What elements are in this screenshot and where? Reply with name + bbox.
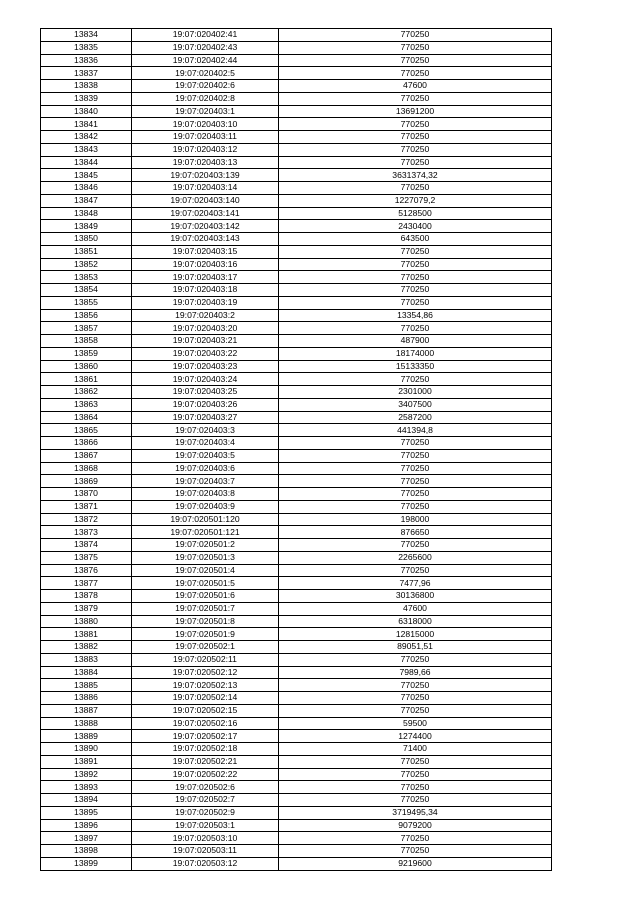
cadastral-number-cell: 19:07:020403:20 bbox=[132, 322, 279, 335]
row-number-cell: 13899 bbox=[41, 857, 132, 870]
cadastral-number-cell: 19:07:020403:141 bbox=[132, 207, 279, 220]
value-cell: 3407500 bbox=[279, 398, 552, 411]
value-cell: 2301000 bbox=[279, 386, 552, 399]
row-number-cell: 13877 bbox=[41, 577, 132, 590]
row-number-cell: 13843 bbox=[41, 143, 132, 156]
cadastral-value-table bbox=[40, 28, 552, 871]
cadastral-number-cell: 19:07:020502:18 bbox=[132, 743, 279, 756]
table-row bbox=[41, 832, 552, 845]
cadastral-number-cell: 19:07:020402:8 bbox=[132, 92, 279, 105]
value-cell: 770250 bbox=[279, 373, 552, 386]
cadastral-number-cell: 19:07:020403:10 bbox=[132, 118, 279, 131]
row-number-cell: 13857 bbox=[41, 322, 132, 335]
row-number-cell: 13870 bbox=[41, 488, 132, 501]
table-row bbox=[41, 437, 552, 450]
value-cell: 13691200 bbox=[279, 105, 552, 118]
table-row bbox=[41, 551, 552, 564]
value-cell: 71400 bbox=[279, 743, 552, 756]
table-row bbox=[41, 335, 552, 348]
cadastral-number-cell: 19:07:020402:41 bbox=[132, 29, 279, 42]
cadastral-number-cell: 19:07:020502:11 bbox=[132, 653, 279, 666]
value-cell: 9219600 bbox=[279, 857, 552, 870]
table-row bbox=[41, 118, 552, 131]
value-cell: 770250 bbox=[279, 284, 552, 297]
value-cell: 770250 bbox=[279, 653, 552, 666]
value-cell: 1274400 bbox=[279, 730, 552, 743]
table-row bbox=[41, 105, 552, 118]
cadastral-number-cell: 19:07:020502:6 bbox=[132, 781, 279, 794]
value-cell: 770250 bbox=[279, 768, 552, 781]
table-row bbox=[41, 539, 552, 552]
table-row bbox=[41, 398, 552, 411]
row-number-cell: 13889 bbox=[41, 730, 132, 743]
row-number-cell: 13885 bbox=[41, 679, 132, 692]
cadastral-number-cell: 19:07:020402:44 bbox=[132, 54, 279, 67]
value-cell: 2430400 bbox=[279, 220, 552, 233]
row-number-cell: 13846 bbox=[41, 182, 132, 195]
row-number-cell: 13884 bbox=[41, 666, 132, 679]
value-cell: 770250 bbox=[279, 845, 552, 858]
document-page bbox=[40, 28, 552, 871]
cadastral-number-cell: 19:07:020403:1 bbox=[132, 105, 279, 118]
row-number-cell: 13888 bbox=[41, 717, 132, 730]
table-row bbox=[41, 271, 552, 284]
row-number-cell: 13894 bbox=[41, 794, 132, 807]
row-number-cell: 13875 bbox=[41, 551, 132, 564]
table-row bbox=[41, 143, 552, 156]
cadastral-number-cell: 19:07:020403:11 bbox=[132, 131, 279, 144]
table-row bbox=[41, 602, 552, 615]
value-cell: 770250 bbox=[279, 41, 552, 54]
value-cell: 198000 bbox=[279, 513, 552, 526]
table-row bbox=[41, 309, 552, 322]
value-cell: 18174000 bbox=[279, 347, 552, 360]
row-number-cell: 13872 bbox=[41, 513, 132, 526]
value-cell: 643500 bbox=[279, 233, 552, 246]
table-row bbox=[41, 845, 552, 858]
table-row bbox=[41, 513, 552, 526]
cadastral-number-cell: 19:07:020403:4 bbox=[132, 437, 279, 450]
row-number-cell: 13890 bbox=[41, 743, 132, 756]
table-row bbox=[41, 245, 552, 258]
table-row bbox=[41, 169, 552, 182]
table-row bbox=[41, 628, 552, 641]
cadastral-number-cell: 19:07:020503:11 bbox=[132, 845, 279, 858]
table-row bbox=[41, 258, 552, 271]
row-number-cell: 13853 bbox=[41, 271, 132, 284]
cadastral-number-cell: 19:07:020403:27 bbox=[132, 411, 279, 424]
value-cell: 7477,96 bbox=[279, 577, 552, 590]
table-row bbox=[41, 360, 552, 373]
value-cell: 770250 bbox=[279, 832, 552, 845]
cadastral-number-cell: 19:07:020403:18 bbox=[132, 284, 279, 297]
table-row bbox=[41, 284, 552, 297]
cadastral-number-cell: 19:07:020403:22 bbox=[132, 347, 279, 360]
value-cell: 770250 bbox=[279, 67, 552, 80]
cadastral-number-cell: 19:07:020403:142 bbox=[132, 220, 279, 233]
row-number-cell: 13892 bbox=[41, 768, 132, 781]
row-number-cell: 13898 bbox=[41, 845, 132, 858]
cadastral-number-cell: 19:07:020501:3 bbox=[132, 551, 279, 564]
value-cell: 770250 bbox=[279, 258, 552, 271]
row-number-cell: 13862 bbox=[41, 386, 132, 399]
cadastral-number-cell: 19:07:020402:5 bbox=[132, 67, 279, 80]
value-cell: 2587200 bbox=[279, 411, 552, 424]
value-cell: 6318000 bbox=[279, 615, 552, 628]
cadastral-number-cell: 19:07:020502:9 bbox=[132, 806, 279, 819]
cadastral-number-cell: 19:07:020502:12 bbox=[132, 666, 279, 679]
table-row bbox=[41, 768, 552, 781]
cadastral-number-cell: 19:07:020402:43 bbox=[132, 41, 279, 54]
value-cell: 770250 bbox=[279, 143, 552, 156]
cadastral-number-cell: 19:07:020501:2 bbox=[132, 539, 279, 552]
value-cell: 770250 bbox=[279, 781, 552, 794]
row-number-cell: 13868 bbox=[41, 462, 132, 475]
table-row bbox=[41, 679, 552, 692]
cadastral-number-cell: 19:07:020403:21 bbox=[132, 335, 279, 348]
cadastral-number-cell: 19:07:020503:12 bbox=[132, 857, 279, 870]
cadastral-number-cell: 19:07:020403:5 bbox=[132, 449, 279, 462]
cadastral-number-cell: 19:07:020403:143 bbox=[132, 233, 279, 246]
row-number-cell: 13878 bbox=[41, 590, 132, 603]
cadastral-number-cell: 19:07:020403:140 bbox=[132, 194, 279, 207]
table-row bbox=[41, 449, 552, 462]
row-number-cell: 13856 bbox=[41, 309, 132, 322]
table-row bbox=[41, 590, 552, 603]
value-cell: 770250 bbox=[279, 475, 552, 488]
row-number-cell: 13873 bbox=[41, 526, 132, 539]
row-number-cell: 13848 bbox=[41, 207, 132, 220]
value-cell: 770250 bbox=[279, 755, 552, 768]
value-cell: 770250 bbox=[279, 500, 552, 513]
cadastral-number-cell: 19:07:020501:6 bbox=[132, 590, 279, 603]
value-cell: 30136800 bbox=[279, 590, 552, 603]
table-row bbox=[41, 794, 552, 807]
cadastral-number-cell: 19:07:020403:9 bbox=[132, 500, 279, 513]
row-number-cell: 13855 bbox=[41, 296, 132, 309]
cadastral-number-cell: 19:07:020502:22 bbox=[132, 768, 279, 781]
cadastral-number-cell: 19:07:020503:1 bbox=[132, 819, 279, 832]
value-cell: 770250 bbox=[279, 462, 552, 475]
table-row bbox=[41, 692, 552, 705]
cadastral-number-cell: 19:07:020502:17 bbox=[132, 730, 279, 743]
table-row bbox=[41, 233, 552, 246]
table-row bbox=[41, 29, 552, 42]
row-number-cell: 13863 bbox=[41, 398, 132, 411]
value-cell: 770250 bbox=[279, 54, 552, 67]
value-cell: 770250 bbox=[279, 564, 552, 577]
row-number-cell: 13837 bbox=[41, 67, 132, 80]
cadastral-number-cell: 19:07:020501:4 bbox=[132, 564, 279, 577]
value-cell: 13354,86 bbox=[279, 309, 552, 322]
table-row bbox=[41, 41, 552, 54]
table-row bbox=[41, 743, 552, 756]
table-row bbox=[41, 475, 552, 488]
row-number-cell: 13860 bbox=[41, 360, 132, 373]
value-cell: 47600 bbox=[279, 602, 552, 615]
value-cell: 770250 bbox=[279, 271, 552, 284]
cadastral-number-cell: 19:07:020501:7 bbox=[132, 602, 279, 615]
value-cell: 770250 bbox=[279, 794, 552, 807]
cadastral-number-cell: 19:07:020502:14 bbox=[132, 692, 279, 705]
cadastral-number-cell: 19:07:020403:19 bbox=[132, 296, 279, 309]
row-number-cell: 13861 bbox=[41, 373, 132, 386]
row-number-cell: 13867 bbox=[41, 449, 132, 462]
value-cell: 770250 bbox=[279, 29, 552, 42]
row-number-cell: 13840 bbox=[41, 105, 132, 118]
cadastral-number-cell: 19:07:020502:13 bbox=[132, 679, 279, 692]
table-row bbox=[41, 80, 552, 93]
table-row bbox=[41, 462, 552, 475]
value-cell: 770250 bbox=[279, 118, 552, 131]
value-cell: 3719495,34 bbox=[279, 806, 552, 819]
row-number-cell: 13850 bbox=[41, 233, 132, 246]
table-row bbox=[41, 526, 552, 539]
row-number-cell: 13841 bbox=[41, 118, 132, 131]
cadastral-number-cell: 19:07:020501:9 bbox=[132, 628, 279, 641]
value-cell: 770250 bbox=[279, 92, 552, 105]
cadastral-number-cell: 19:07:020403:15 bbox=[132, 245, 279, 258]
row-number-cell: 13897 bbox=[41, 832, 132, 845]
cadastral-number-cell: 19:07:020403:6 bbox=[132, 462, 279, 475]
table-row bbox=[41, 347, 552, 360]
table-row bbox=[41, 641, 552, 654]
cadastral-number-cell: 19:07:020502:21 bbox=[132, 755, 279, 768]
row-number-cell: 13881 bbox=[41, 628, 132, 641]
value-cell: 770250 bbox=[279, 679, 552, 692]
cadastral-number-cell: 19:07:020502:15 bbox=[132, 704, 279, 717]
value-cell: 47600 bbox=[279, 80, 552, 93]
value-cell: 770250 bbox=[279, 131, 552, 144]
value-cell: 441394,8 bbox=[279, 424, 552, 437]
cadastral-number-cell: 19:07:020403:8 bbox=[132, 488, 279, 501]
row-number-cell: 13874 bbox=[41, 539, 132, 552]
value-cell: 876650 bbox=[279, 526, 552, 539]
cadastral-number-cell: 19:07:020403:14 bbox=[132, 182, 279, 195]
cadastral-number-cell: 19:07:020501:121 bbox=[132, 526, 279, 539]
cadastral-number-cell: 19:07:020403:139 bbox=[132, 169, 279, 182]
value-cell: 770250 bbox=[279, 322, 552, 335]
cadastral-number-cell: 19:07:020403:12 bbox=[132, 143, 279, 156]
table-row bbox=[41, 67, 552, 80]
table-row bbox=[41, 220, 552, 233]
row-number-cell: 13871 bbox=[41, 500, 132, 513]
table-row bbox=[41, 717, 552, 730]
value-cell: 770250 bbox=[279, 245, 552, 258]
value-cell: 5128500 bbox=[279, 207, 552, 220]
table-row bbox=[41, 182, 552, 195]
value-cell: 770250 bbox=[279, 692, 552, 705]
table-row bbox=[41, 296, 552, 309]
cadastral-number-cell: 19:07:020403:16 bbox=[132, 258, 279, 271]
row-number-cell: 13876 bbox=[41, 564, 132, 577]
row-number-cell: 13886 bbox=[41, 692, 132, 705]
value-cell: 770250 bbox=[279, 449, 552, 462]
table-row bbox=[41, 755, 552, 768]
table-row bbox=[41, 207, 552, 220]
cadastral-number-cell: 19:07:020502:7 bbox=[132, 794, 279, 807]
table-row bbox=[41, 704, 552, 717]
cadastral-number-cell: 19:07:020403:17 bbox=[132, 271, 279, 284]
value-cell: 1227079,2 bbox=[279, 194, 552, 207]
value-cell: 7989,66 bbox=[279, 666, 552, 679]
table-row bbox=[41, 156, 552, 169]
row-number-cell: 13879 bbox=[41, 602, 132, 615]
table-row bbox=[41, 730, 552, 743]
row-number-cell: 13849 bbox=[41, 220, 132, 233]
value-cell: 12815000 bbox=[279, 628, 552, 641]
row-number-cell: 13891 bbox=[41, 755, 132, 768]
cadastral-number-cell: 19:07:020502:16 bbox=[132, 717, 279, 730]
row-number-cell: 13836 bbox=[41, 54, 132, 67]
cadastral-number-cell: 19:07:020403:7 bbox=[132, 475, 279, 488]
value-cell: 770250 bbox=[279, 437, 552, 450]
table-row bbox=[41, 386, 552, 399]
row-number-cell: 13865 bbox=[41, 424, 132, 437]
cadastral-number-cell: 19:07:020501:8 bbox=[132, 615, 279, 628]
row-number-cell: 13834 bbox=[41, 29, 132, 42]
cadastral-number-cell: 19:07:020403:13 bbox=[132, 156, 279, 169]
row-number-cell: 13887 bbox=[41, 704, 132, 717]
table-row bbox=[41, 666, 552, 679]
cadastral-number-cell: 19:07:020503:10 bbox=[132, 832, 279, 845]
table-row bbox=[41, 781, 552, 794]
row-number-cell: 13839 bbox=[41, 92, 132, 105]
row-number-cell: 13893 bbox=[41, 781, 132, 794]
table-row bbox=[41, 564, 552, 577]
row-number-cell: 13847 bbox=[41, 194, 132, 207]
table-row bbox=[41, 500, 552, 513]
table-body bbox=[41, 29, 552, 871]
value-cell: 89051,51 bbox=[279, 641, 552, 654]
cadastral-number-cell: 19:07:020403:26 bbox=[132, 398, 279, 411]
table-row bbox=[41, 857, 552, 870]
cadastral-number-cell: 19:07:020402:6 bbox=[132, 80, 279, 93]
table-row bbox=[41, 373, 552, 386]
row-number-cell: 13844 bbox=[41, 156, 132, 169]
row-number-cell: 13883 bbox=[41, 653, 132, 666]
value-cell: 9079200 bbox=[279, 819, 552, 832]
row-number-cell: 13851 bbox=[41, 245, 132, 258]
table-row bbox=[41, 577, 552, 590]
cadastral-number-cell: 19:07:020502:1 bbox=[132, 641, 279, 654]
value-cell: 3631374,32 bbox=[279, 169, 552, 182]
table-row bbox=[41, 411, 552, 424]
value-cell: 770250 bbox=[279, 488, 552, 501]
table-row bbox=[41, 653, 552, 666]
cadastral-number-cell: 19:07:020403:23 bbox=[132, 360, 279, 373]
value-cell: 487900 bbox=[279, 335, 552, 348]
value-cell: 2265600 bbox=[279, 551, 552, 564]
cadastral-number-cell: 19:07:020403:24 bbox=[132, 373, 279, 386]
row-number-cell: 13864 bbox=[41, 411, 132, 424]
table-row bbox=[41, 54, 552, 67]
value-cell: 770250 bbox=[279, 156, 552, 169]
row-number-cell: 13852 bbox=[41, 258, 132, 271]
cadastral-number-cell: 19:07:020501:120 bbox=[132, 513, 279, 526]
table-row bbox=[41, 615, 552, 628]
table-row bbox=[41, 819, 552, 832]
value-cell: 770250 bbox=[279, 296, 552, 309]
table-row bbox=[41, 488, 552, 501]
row-number-cell: 13842 bbox=[41, 131, 132, 144]
row-number-cell: 13858 bbox=[41, 335, 132, 348]
table-row bbox=[41, 92, 552, 105]
row-number-cell: 13859 bbox=[41, 347, 132, 360]
row-number-cell: 13854 bbox=[41, 284, 132, 297]
table-row bbox=[41, 424, 552, 437]
table-row bbox=[41, 322, 552, 335]
row-number-cell: 13895 bbox=[41, 806, 132, 819]
row-number-cell: 13896 bbox=[41, 819, 132, 832]
table-row bbox=[41, 131, 552, 144]
row-number-cell: 13838 bbox=[41, 80, 132, 93]
cadastral-number-cell: 19:07:020403:2 bbox=[132, 309, 279, 322]
table-row bbox=[41, 194, 552, 207]
value-cell: 770250 bbox=[279, 704, 552, 717]
row-number-cell: 13882 bbox=[41, 641, 132, 654]
row-number-cell: 13866 bbox=[41, 437, 132, 450]
row-number-cell: 13880 bbox=[41, 615, 132, 628]
table-row bbox=[41, 806, 552, 819]
row-number-cell: 13845 bbox=[41, 169, 132, 182]
cadastral-number-cell: 19:07:020403:25 bbox=[132, 386, 279, 399]
cadastral-number-cell: 19:07:020501:5 bbox=[132, 577, 279, 590]
value-cell: 15133350 bbox=[279, 360, 552, 373]
value-cell: 770250 bbox=[279, 539, 552, 552]
value-cell: 770250 bbox=[279, 182, 552, 195]
cadastral-number-cell: 19:07:020403:3 bbox=[132, 424, 279, 437]
row-number-cell: 13869 bbox=[41, 475, 132, 488]
row-number-cell: 13835 bbox=[41, 41, 132, 54]
value-cell: 59500 bbox=[279, 717, 552, 730]
